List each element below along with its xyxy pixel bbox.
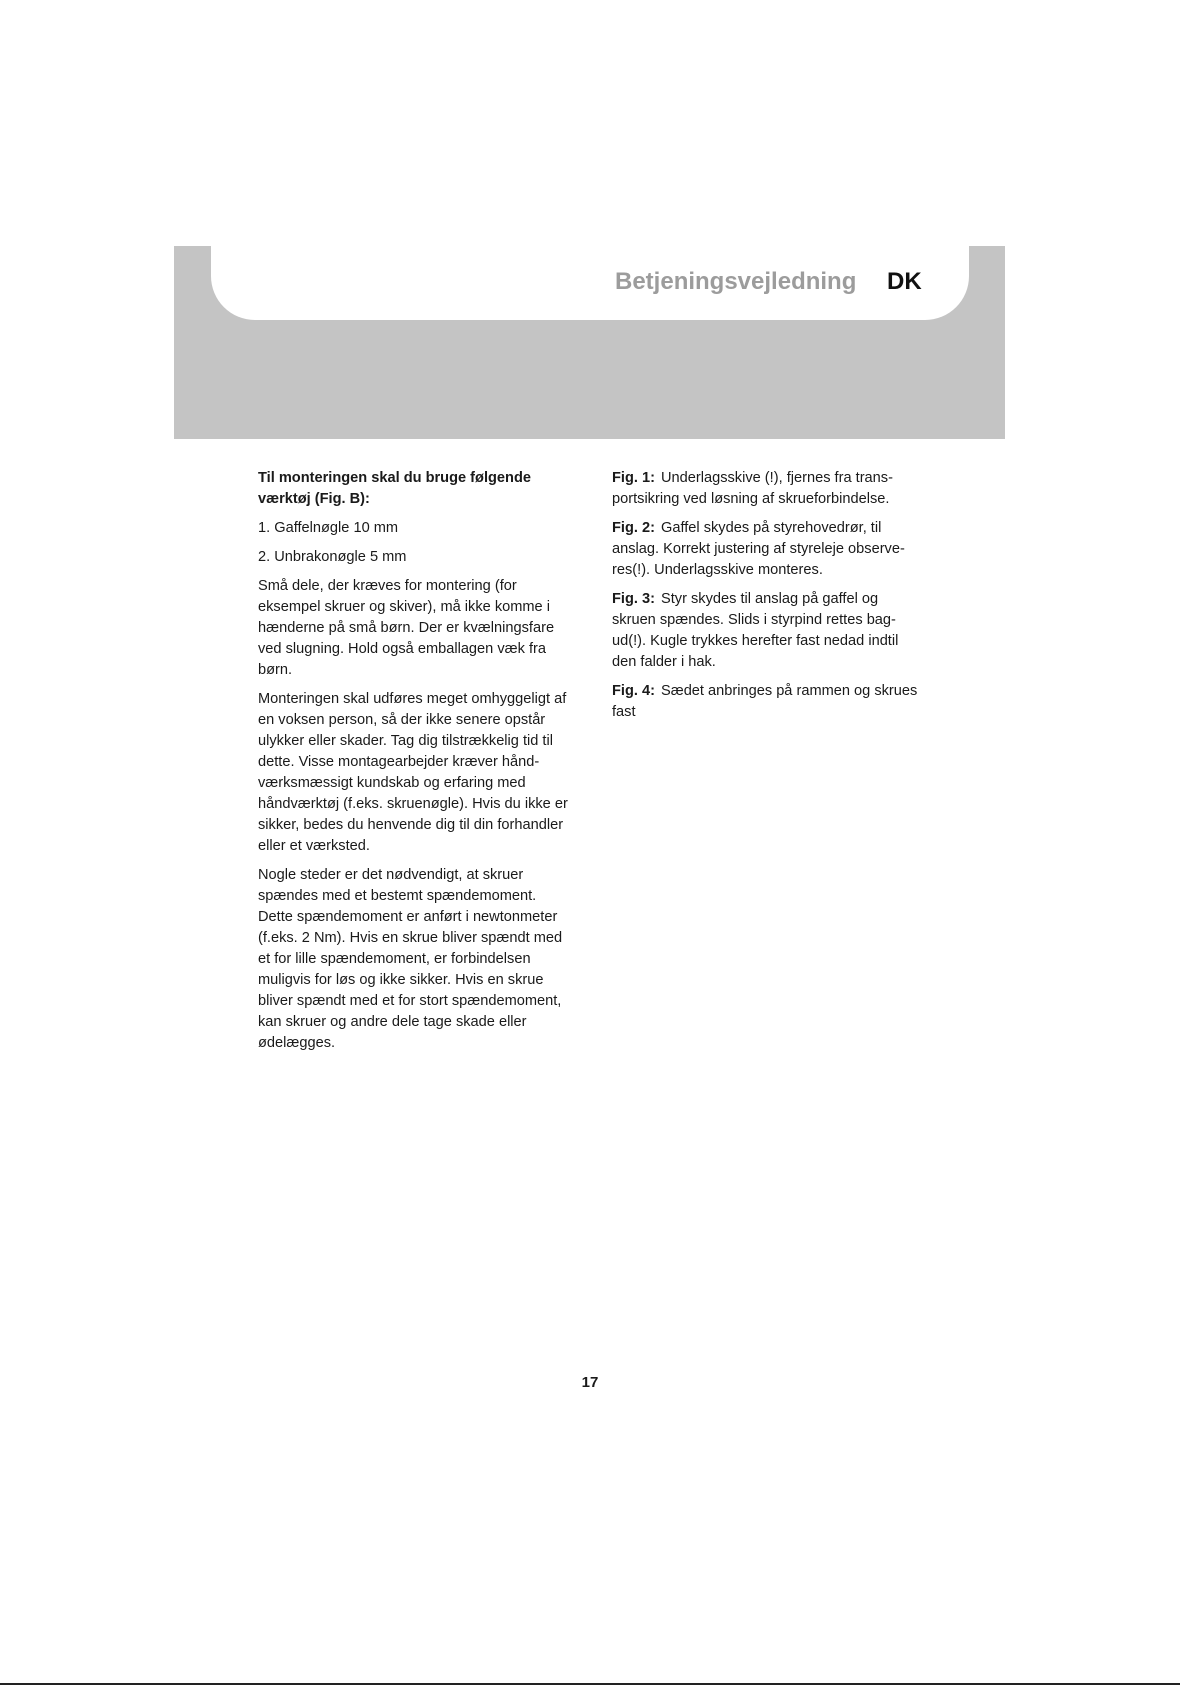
figure-1-text: Underlagsskive (!), fjernes fra transportsikring ved løsning af skrueforbindelse.	[612, 470, 893, 507]
tool-item-1: 1. Gaffelnøgle 10 mm	[258, 520, 399, 536]
figure-2-text: Gaffel skydes på styrehovedrør, til anslag. Korrekt justering af styreleje observeres(!). Underlagsskive monteres.	[612, 520, 905, 578]
header-title: Betjeningsvejledning	[615, 268, 857, 295]
paragraph-assembly: Monteringen skal udføres meget omhyggeligt af en voksen person, så der ikke senere opstår ulykker eller skader. Tag dig tilstrækkelig tid til dette. Visse montagearbejder kræver håndværksmæssigt kundskab og erfaring med håndværktøj (f.eks. skruenøgle). Hvis du ikke er sikker, bedes du henvende dig til din forhandler eller et værksted.	[258, 691, 568, 854]
left-column	[258, 468, 570, 1062]
language-code: DK	[887, 268, 922, 295]
figure-3-text: Styr skydes til anslag på gaffel og skruen spændes. Slids i styrpind rettes bagud(!). Kugle trykkes herefter fast nedad indtil den falder i hak.	[612, 591, 899, 670]
figure-4-text: Sædet anbringes på rammen og skrues fast	[612, 683, 918, 720]
page-number: 17	[581, 1374, 599, 1391]
figure-1-label: Fig. 1:	[612, 470, 655, 486]
paragraph-torque: Nogle steder er det nødvendigt, at skruer spændes med et bestemt spændemoment. Dette spændemoment er anført i newtonmeter (f.eks. 2 Nm). Hvis en skrue bliver spændt med et for lille spændemoment, er forbindelsen muligvis for løs og ikke sikker. Hvis en skrue bliver spændt med et for stort spændemoment, kan skruer og andre dele tage skade eller ødelægges.	[258, 867, 563, 1051]
paragraph-small-parts: Små dele, der kræves for montering (for eksempel skruer og skiver), må ikke komme i hænderne på små børn. Der er kvælningsfare ved slugning. Hold også emballagen væk fra børn.	[258, 578, 555, 678]
figure-2-caption	[612, 518, 924, 581]
figure-3-caption	[612, 589, 924, 673]
figure-3-label: Fig. 3:	[612, 591, 655, 607]
tool-item-2: 2. Unbrakonøgle 5 mm	[258, 549, 407, 565]
right-column	[612, 468, 924, 731]
figure-1-caption	[612, 468, 924, 510]
tools-heading: Til monteringen skal du bruge følgende værktøj (Fig. B):	[258, 470, 531, 507]
figure-4-label: Fig. 4:	[612, 683, 655, 699]
figure-4-caption	[612, 681, 924, 723]
figure-2-label: Fig. 2:	[612, 520, 655, 536]
